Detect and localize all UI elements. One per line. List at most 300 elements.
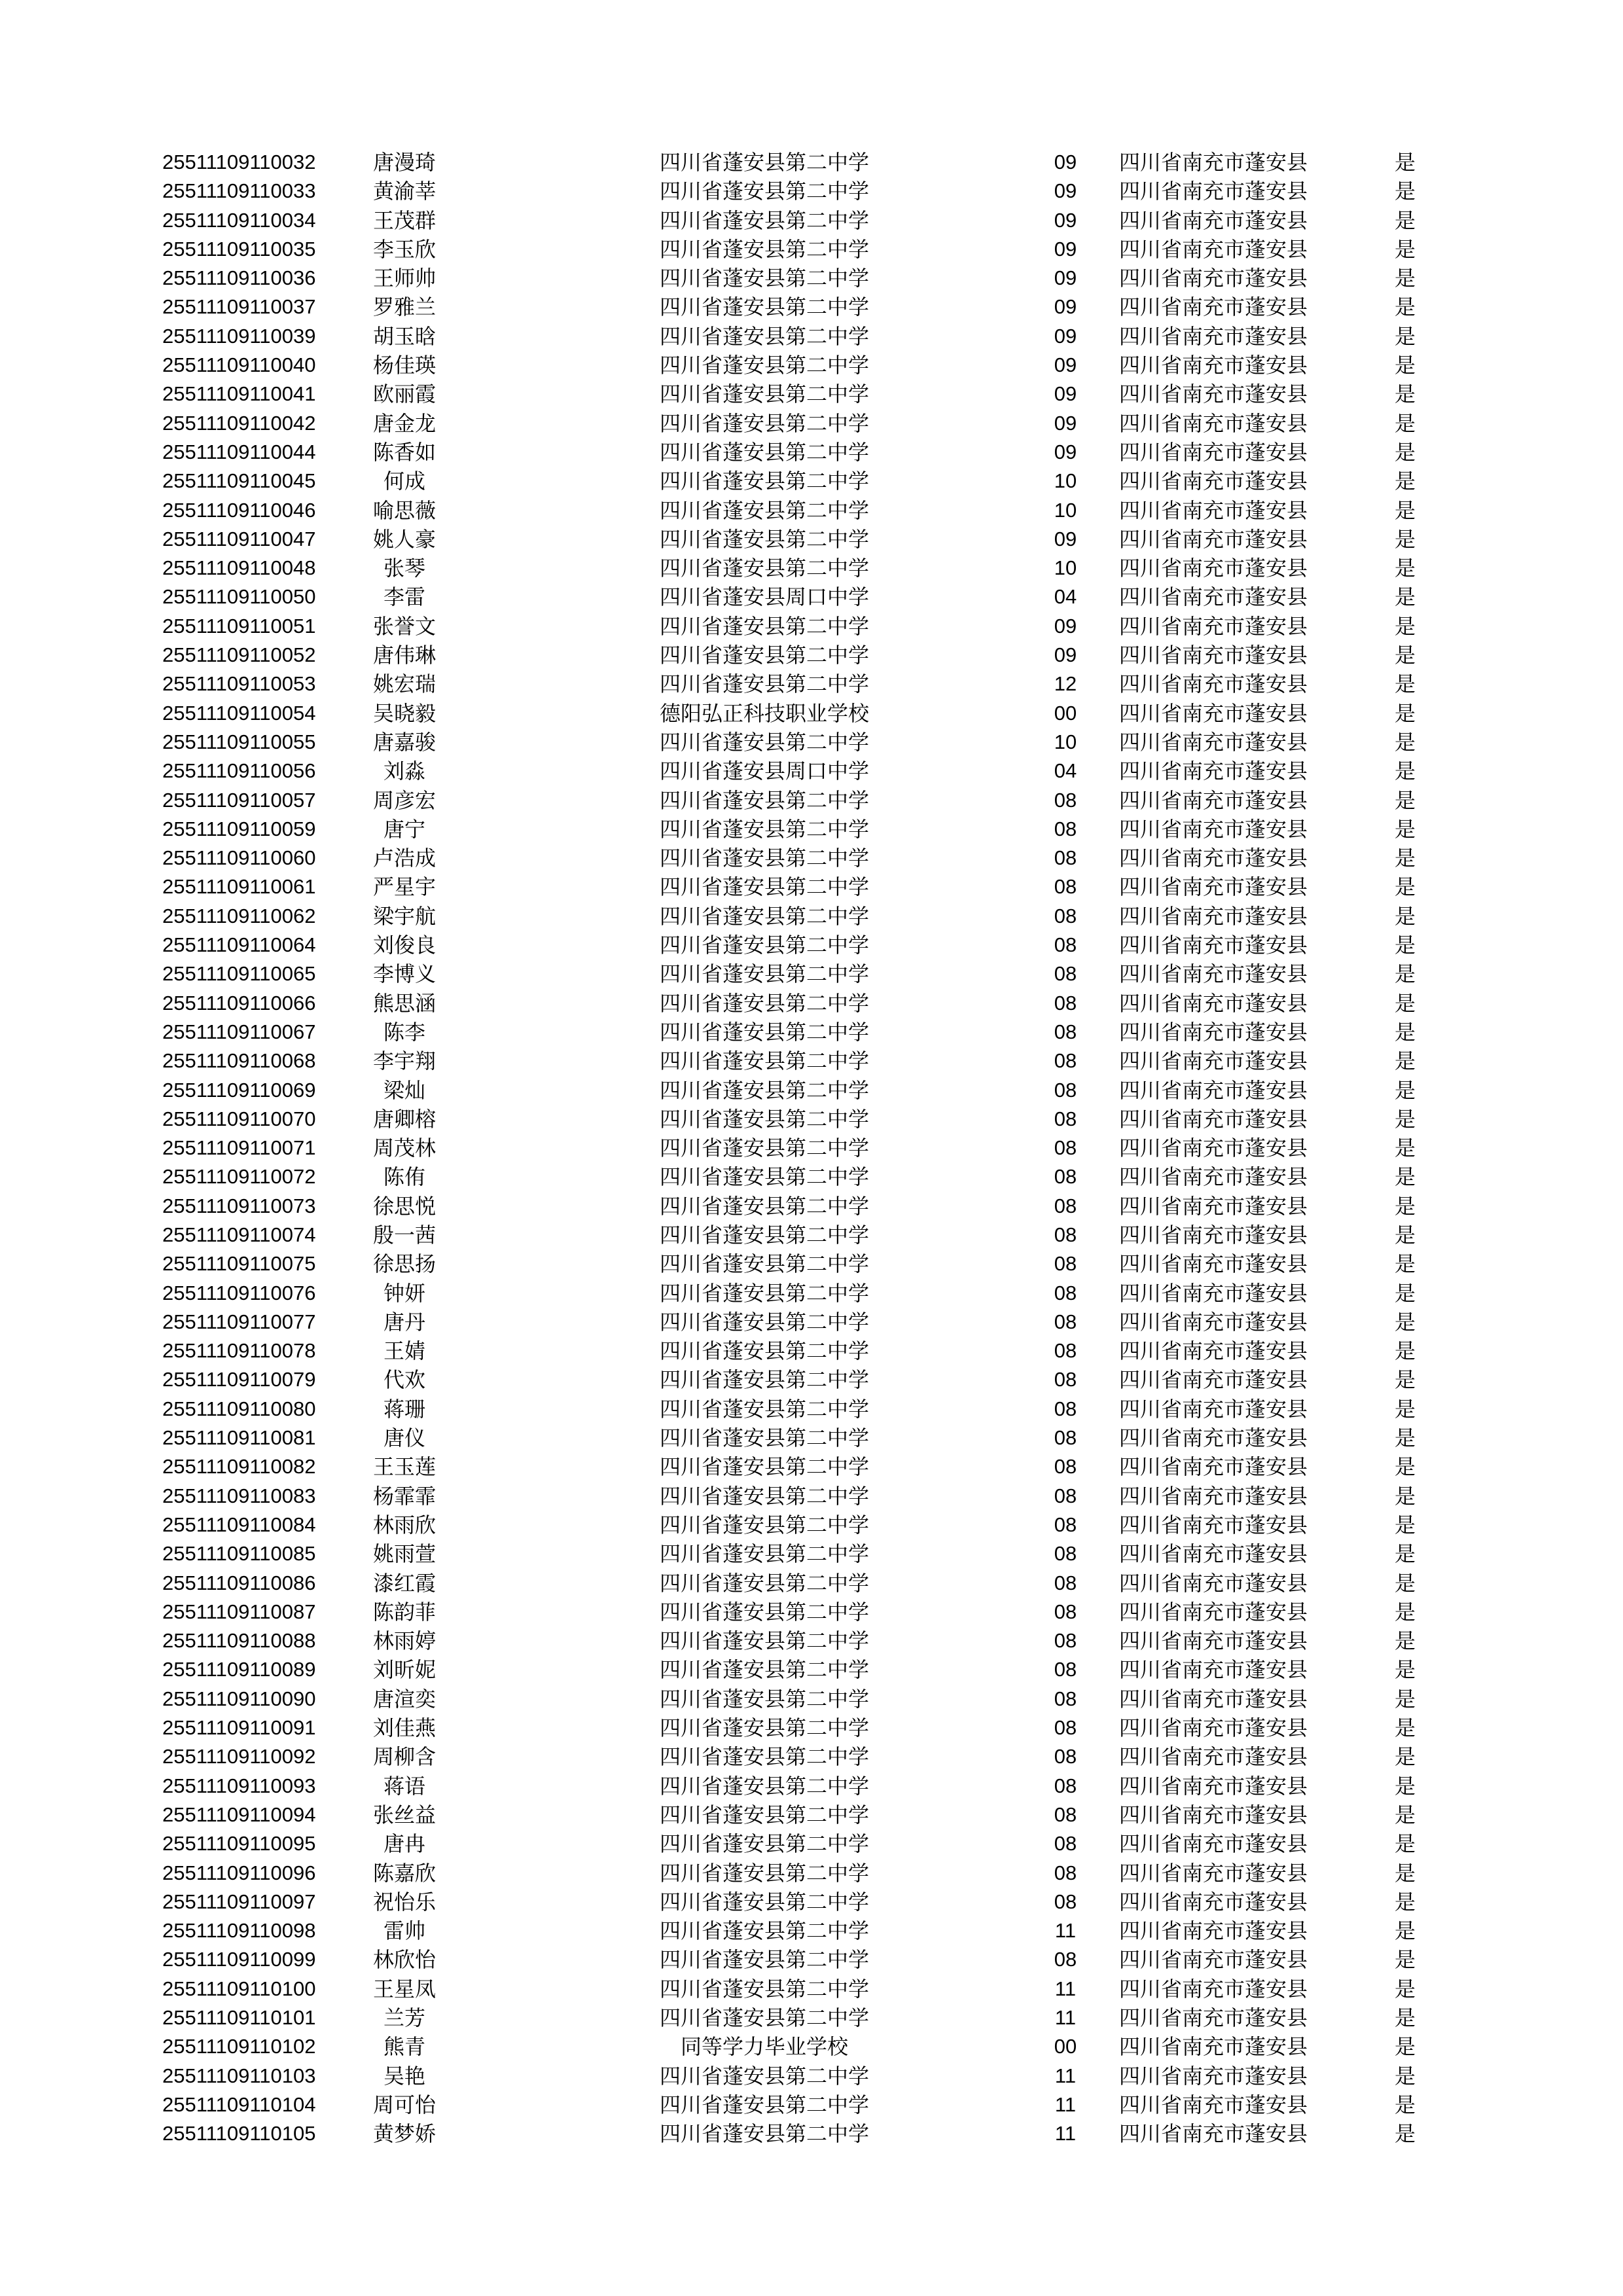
table-row bbox=[162, 1975, 1432, 2003]
region: 四川省南充市蓬安县 bbox=[1119, 1860, 1308, 1886]
eligibility-flag: 是 bbox=[1395, 1483, 1416, 1509]
class-code: 08 bbox=[1054, 1281, 1077, 1304]
region: 四川省南充市蓬安县 bbox=[1119, 1426, 1308, 1451]
table-row bbox=[162, 1018, 1432, 1047]
table-row bbox=[162, 1655, 1432, 1684]
candidate-id: 25511109110075 bbox=[162, 1252, 316, 1276]
region: 四川省南充市蓬安县 bbox=[1119, 1338, 1308, 1364]
eligibility-flag: 是 bbox=[1395, 382, 1416, 407]
region: 四川省南充市蓬安县 bbox=[1119, 613, 1308, 639]
region: 四川省南充市蓬安县 bbox=[1119, 1367, 1308, 1393]
table-row bbox=[162, 1598, 1432, 1626]
eligibility-flag: 是 bbox=[1395, 1744, 1416, 1770]
region: 四川省南充市蓬安县 bbox=[1119, 874, 1308, 900]
school-name: 四川省蓬安县第二中学 bbox=[659, 1483, 869, 1509]
school-name: 四川省蓬安县第二中学 bbox=[659, 207, 869, 233]
school-name: 四川省蓬安县第二中学 bbox=[659, 846, 869, 871]
region: 四川省南充市蓬安县 bbox=[1119, 526, 1308, 552]
candidate-id: 25511109110102 bbox=[162, 2035, 316, 2058]
class-code: 08 bbox=[1054, 1368, 1077, 1391]
student-name: 王婧 bbox=[383, 1338, 425, 1364]
student-name: 林欣怡 bbox=[372, 1947, 436, 1973]
class-code: 09 bbox=[1054, 527, 1077, 550]
candidate-id: 25511109110054 bbox=[162, 701, 316, 725]
table-row bbox=[162, 1249, 1432, 1278]
region: 四川省南充市蓬安县 bbox=[1119, 1686, 1308, 1712]
region: 四川省南充市蓬安县 bbox=[1119, 1628, 1308, 1654]
class-code: 08 bbox=[1054, 933, 1077, 957]
table-row bbox=[162, 641, 1432, 670]
eligibility-flag: 是 bbox=[1395, 266, 1416, 291]
school-name: 四川省蓬安县第二中学 bbox=[659, 1280, 869, 1306]
candidate-id: 25511109110101 bbox=[162, 2006, 316, 2029]
region: 四川省南充市蓬安县 bbox=[1119, 846, 1308, 871]
table-row bbox=[162, 438, 1432, 467]
table-row bbox=[162, 757, 1432, 785]
candidate-id: 25511109110097 bbox=[162, 1890, 316, 1913]
class-code: 09 bbox=[1054, 353, 1077, 377]
class-code: 11 bbox=[1054, 2092, 1077, 2116]
student-name: 卢浩成 bbox=[372, 846, 436, 871]
region: 四川省南充市蓬安县 bbox=[1119, 1280, 1308, 1306]
student-name: 周可怡 bbox=[372, 2092, 436, 2117]
student-name: 刘淼 bbox=[383, 759, 425, 784]
eligibility-flag: 是 bbox=[1395, 1628, 1416, 1654]
table-row bbox=[162, 380, 1432, 408]
student-name: 熊青 bbox=[383, 2034, 425, 2060]
region: 四川省南充市蓬安县 bbox=[1119, 323, 1308, 349]
region: 四川省南充市蓬安县 bbox=[1119, 150, 1308, 175]
class-code: 08 bbox=[1054, 1658, 1077, 1681]
class-code: 10 bbox=[1054, 498, 1077, 522]
school-name: 四川省蓬安县第二中学 bbox=[659, 1802, 869, 1827]
table-row bbox=[162, 902, 1432, 931]
region: 四川省南充市蓬安县 bbox=[1119, 643, 1308, 668]
student-name: 代欢 bbox=[383, 1367, 425, 1393]
candidate-id: 25511109110034 bbox=[162, 208, 316, 232]
region: 四川省南充市蓬安县 bbox=[1119, 1251, 1308, 1277]
class-code: 11 bbox=[1054, 2122, 1077, 2145]
school-name: 四川省蓬安县第二中学 bbox=[659, 295, 869, 320]
class-code: 08 bbox=[1054, 788, 1077, 812]
school-name: 四川省蓬安县第二中学 bbox=[659, 787, 869, 813]
candidate-id: 25511109110057 bbox=[162, 788, 316, 812]
class-code: 00 bbox=[1054, 2035, 1077, 2058]
region: 四川省南充市蓬安县 bbox=[1119, 1309, 1308, 1335]
class-code: 09 bbox=[1054, 179, 1077, 203]
eligibility-flag: 是 bbox=[1395, 1512, 1416, 1537]
table-row bbox=[162, 1279, 1432, 1308]
class-code: 08 bbox=[1054, 1542, 1077, 1566]
school-name: 四川省蓬安县第二中学 bbox=[659, 990, 869, 1016]
candidate-id: 25511109110078 bbox=[162, 1339, 316, 1363]
class-code: 09 bbox=[1054, 295, 1077, 319]
candidate-id: 25511109110091 bbox=[162, 1716, 316, 1740]
school-name: 四川省蓬安县周口中学 bbox=[659, 584, 869, 610]
candidate-id: 25511109110081 bbox=[162, 1426, 316, 1450]
candidate-id: 25511109110060 bbox=[162, 846, 316, 870]
student-name: 王师帅 bbox=[372, 266, 436, 291]
student-name: 周彦宏 bbox=[372, 787, 436, 813]
candidate-id: 25511109110100 bbox=[162, 1977, 316, 2000]
eligibility-flag: 是 bbox=[1395, 1831, 1416, 1857]
candidate-id: 25511109110092 bbox=[162, 1745, 316, 1768]
region: 四川省南充市蓬安县 bbox=[1119, 816, 1308, 842]
eligibility-flag: 是 bbox=[1395, 613, 1416, 639]
student-name: 王茂群 bbox=[372, 207, 436, 233]
school-name: 四川省蓬安县第二中学 bbox=[659, 1367, 869, 1393]
eligibility-flag: 是 bbox=[1395, 1541, 1416, 1567]
region: 四川省南充市蓬安县 bbox=[1119, 903, 1308, 929]
candidate-id: 25511109110051 bbox=[162, 614, 316, 637]
candidate-id: 25511109110056 bbox=[162, 759, 316, 783]
class-code: 08 bbox=[1054, 875, 1077, 899]
eligibility-flag: 是 bbox=[1395, 1164, 1416, 1190]
region: 四川省南充市蓬安县 bbox=[1119, 1396, 1308, 1422]
table-row bbox=[162, 1685, 1432, 1713]
candidate-id: 25511109110044 bbox=[162, 440, 316, 463]
region: 四川省南充市蓬安县 bbox=[1119, 961, 1308, 987]
class-code: 08 bbox=[1054, 1078, 1077, 1102]
eligibility-flag: 是 bbox=[1395, 816, 1416, 842]
region: 四川省南充市蓬安县 bbox=[1119, 759, 1308, 784]
table-row bbox=[162, 670, 1432, 698]
class-code: 08 bbox=[1054, 1571, 1077, 1594]
school-name: 四川省蓬安县第二中学 bbox=[659, 1715, 869, 1741]
class-code: 09 bbox=[1054, 643, 1077, 667]
candidate-id: 25511109110094 bbox=[162, 1803, 316, 1826]
student-name: 徐思悦 bbox=[372, 1193, 436, 1219]
student-name: 张丝益 bbox=[372, 1802, 436, 1827]
table-row bbox=[162, 699, 1432, 728]
student-name: 陈李 bbox=[383, 1019, 425, 1045]
school-name: 四川省蓬安县第二中学 bbox=[659, 1019, 869, 1045]
table-row bbox=[162, 1076, 1432, 1105]
table-row bbox=[162, 1742, 1432, 1771]
eligibility-flag: 是 bbox=[1395, 526, 1416, 552]
eligibility-flag: 是 bbox=[1395, 933, 1416, 958]
school-name: 四川省蓬安县第二中学 bbox=[659, 933, 869, 958]
table-row bbox=[162, 1192, 1432, 1221]
table-row bbox=[162, 2090, 1432, 2119]
school-name: 四川省蓬安县第二中学 bbox=[659, 1860, 869, 1886]
region: 四川省南充市蓬安县 bbox=[1119, 729, 1308, 755]
table-row bbox=[162, 409, 1432, 438]
region: 四川省南充市蓬安县 bbox=[1119, 236, 1308, 262]
class-code: 08 bbox=[1054, 1803, 1077, 1826]
eligibility-flag: 是 bbox=[1395, 439, 1416, 465]
eligibility-flag: 是 bbox=[1395, 556, 1416, 581]
candidate-id: 25511109110073 bbox=[162, 1194, 316, 1217]
eligibility-flag: 是 bbox=[1395, 961, 1416, 987]
region: 四川省南充市蓬安县 bbox=[1119, 1744, 1308, 1770]
candidate-id: 25511109110062 bbox=[162, 904, 316, 927]
table-row bbox=[162, 1047, 1432, 1075]
school-name: 四川省蓬安县第二中学 bbox=[659, 961, 869, 987]
eligibility-flag: 是 bbox=[1395, 1049, 1416, 1074]
student-name: 刘佳燕 bbox=[372, 1715, 436, 1741]
student-name: 唐漫琦 bbox=[372, 150, 436, 175]
region: 四川省南充市蓬安县 bbox=[1119, 1802, 1308, 1827]
school-name: 四川省蓬安县第二中学 bbox=[659, 1744, 869, 1770]
region: 四川省南充市蓬安县 bbox=[1119, 1570, 1308, 1596]
candidate-id: 25511109110085 bbox=[162, 1542, 316, 1566]
eligibility-flag: 是 bbox=[1395, 236, 1416, 262]
region: 四川省南充市蓬安县 bbox=[1119, 1715, 1308, 1741]
student-name: 梁灿 bbox=[383, 1077, 425, 1103]
student-name: 姚雨萱 bbox=[372, 1541, 436, 1567]
student-name: 唐宁 bbox=[383, 816, 425, 842]
student-name: 林雨欣 bbox=[372, 1512, 436, 1537]
class-code: 08 bbox=[1054, 1107, 1077, 1130]
student-name: 唐冉 bbox=[383, 1831, 425, 1857]
table-row bbox=[162, 293, 1432, 321]
student-name: 唐渲奕 bbox=[372, 1686, 436, 1712]
eligibility-flag: 是 bbox=[1395, 1918, 1416, 1944]
table-row bbox=[162, 872, 1432, 901]
eligibility-flag: 是 bbox=[1395, 2034, 1416, 2060]
student-name: 李博义 bbox=[372, 961, 436, 987]
school-name: 四川省蓬安县第二中学 bbox=[659, 1773, 869, 1799]
table-row bbox=[162, 1482, 1432, 1511]
eligibility-flag: 是 bbox=[1395, 1715, 1416, 1741]
region: 四川省南充市蓬安县 bbox=[1119, 1483, 1308, 1509]
candidate-id: 25511109110033 bbox=[162, 179, 316, 203]
student-name: 张誉文 bbox=[372, 613, 436, 639]
school-name: 四川省蓬安县第二中学 bbox=[659, 1947, 869, 1973]
region: 四川省南充市蓬安县 bbox=[1119, 556, 1308, 581]
student-name: 徐思扬 bbox=[372, 1251, 436, 1277]
student-name: 严星宇 bbox=[372, 874, 436, 900]
eligibility-flag: 是 bbox=[1395, 643, 1416, 668]
eligibility-flag: 是 bbox=[1395, 1454, 1416, 1480]
class-code: 09 bbox=[1054, 411, 1077, 435]
school-name: 四川省蓬安县第二中学 bbox=[659, 874, 869, 900]
region: 四川省南充市蓬安县 bbox=[1119, 2121, 1308, 2147]
candidate-id: 25511109110074 bbox=[162, 1223, 316, 1246]
school-name: 四川省蓬安县第二中学 bbox=[659, 1222, 869, 1247]
candidate-id: 25511109110041 bbox=[162, 382, 316, 406]
candidate-id: 25511109110069 bbox=[162, 1078, 316, 1102]
eligibility-flag: 是 bbox=[1395, 1889, 1416, 1914]
candidate-id: 25511109110096 bbox=[162, 1861, 316, 1884]
candidate-id: 25511109110093 bbox=[162, 1774, 316, 1797]
table-row bbox=[162, 1134, 1432, 1162]
class-code: 10 bbox=[1054, 556, 1077, 580]
class-code: 08 bbox=[1054, 1397, 1077, 1420]
class-code: 08 bbox=[1054, 817, 1077, 840]
student-name: 刘昕妮 bbox=[372, 1657, 436, 1683]
student-name: 吴艳 bbox=[383, 2063, 425, 2089]
region: 四川省南充市蓬安县 bbox=[1119, 1512, 1308, 1537]
candidate-id: 25511109110072 bbox=[162, 1165, 316, 1189]
table-row bbox=[162, 2062, 1432, 2090]
table-row bbox=[162, 815, 1432, 844]
table-row bbox=[162, 351, 1432, 380]
class-code: 08 bbox=[1054, 1832, 1077, 1856]
student-name: 李玉欣 bbox=[372, 236, 436, 262]
candidate-id: 25511109110083 bbox=[162, 1484, 316, 1507]
table-row bbox=[162, 1221, 1432, 1249]
student-name: 姚人豪 bbox=[372, 526, 436, 552]
candidate-id: 25511109110088 bbox=[162, 1629, 316, 1653]
eligibility-flag: 是 bbox=[1395, 207, 1416, 233]
eligibility-flag: 是 bbox=[1395, 903, 1416, 929]
school-name: 四川省蓬安县第二中学 bbox=[659, 1106, 869, 1132]
region: 四川省南充市蓬安县 bbox=[1119, 1106, 1308, 1132]
eligibility-flag: 是 bbox=[1395, 150, 1416, 175]
eligibility-flag: 是 bbox=[1395, 846, 1416, 871]
class-code: 09 bbox=[1054, 440, 1077, 463]
school-name: 四川省蓬安县第二中学 bbox=[659, 1976, 869, 2001]
candidate-id: 25511109110042 bbox=[162, 411, 316, 435]
eligibility-flag: 是 bbox=[1395, 1077, 1416, 1103]
region: 四川省南充市蓬安县 bbox=[1119, 1947, 1308, 1973]
table-row bbox=[162, 583, 1432, 611]
student-name: 黄渝莘 bbox=[372, 179, 436, 204]
school-name: 四川省蓬安县第二中学 bbox=[659, 1426, 869, 1451]
table-row bbox=[162, 554, 1432, 583]
class-code: 11 bbox=[1054, 1977, 1077, 2000]
candidate-id: 25511109110039 bbox=[162, 324, 316, 348]
school-name: 四川省蓬安县第二中学 bbox=[659, 497, 869, 523]
eligibility-flag: 是 bbox=[1395, 1860, 1416, 1886]
table-row bbox=[162, 1105, 1432, 1134]
student-name: 杨霏霏 bbox=[372, 1483, 436, 1509]
region: 四川省南充市蓬安县 bbox=[1119, 1889, 1308, 1914]
candidate-id: 25511109110047 bbox=[162, 527, 316, 550]
table-row bbox=[162, 2032, 1432, 2061]
eligibility-flag: 是 bbox=[1395, 2121, 1416, 2147]
class-code: 09 bbox=[1054, 266, 1077, 290]
eligibility-flag: 是 bbox=[1395, 353, 1416, 378]
eligibility-flag: 是 bbox=[1395, 1773, 1416, 1799]
table-row bbox=[162, 1539, 1432, 1568]
table-row bbox=[162, 1772, 1432, 1801]
region: 四川省南充市蓬安县 bbox=[1119, 2005, 1308, 2030]
class-code: 08 bbox=[1054, 1629, 1077, 1653]
class-code: 08 bbox=[1054, 1136, 1077, 1160]
region: 四川省南充市蓬安县 bbox=[1119, 1193, 1308, 1219]
region: 四川省南充市蓬安县 bbox=[1119, 469, 1308, 494]
school-name: 四川省蓬安县第二中学 bbox=[659, 1599, 869, 1624]
student-name: 祝怡乐 bbox=[372, 1889, 436, 1914]
candidate-id: 25511109110084 bbox=[162, 1513, 316, 1536]
class-code: 08 bbox=[1054, 1600, 1077, 1623]
school-name: 四川省蓬安县第二中学 bbox=[659, 266, 869, 291]
eligibility-flag: 是 bbox=[1395, 672, 1416, 697]
table-row bbox=[162, 1162, 1432, 1191]
region: 四川省南充市蓬安县 bbox=[1119, 295, 1308, 320]
eligibility-flag: 是 bbox=[1395, 323, 1416, 349]
candidate-id: 25511109110052 bbox=[162, 643, 316, 667]
school-name: 四川省蓬安县第二中学 bbox=[659, 150, 869, 175]
table-row bbox=[162, 960, 1432, 988]
table-row bbox=[162, 1829, 1432, 1858]
school-name: 四川省蓬安县第二中学 bbox=[659, 526, 869, 552]
school-name: 四川省蓬安县第二中学 bbox=[659, 1396, 869, 1422]
eligibility-flag: 是 bbox=[1395, 759, 1416, 784]
class-code: 08 bbox=[1054, 1194, 1077, 1217]
table-row bbox=[162, 467, 1432, 495]
table-row bbox=[162, 1916, 1432, 1945]
student-name: 周柳含 bbox=[372, 1744, 436, 1770]
class-code: 08 bbox=[1054, 1861, 1077, 1884]
school-name: 四川省蓬安县第二中学 bbox=[659, 410, 869, 436]
candidate-id: 25511109110098 bbox=[162, 1919, 316, 1943]
candidate-id: 25511109110099 bbox=[162, 1948, 316, 1971]
region: 四川省南充市蓬安县 bbox=[1119, 497, 1308, 523]
candidate-id: 25511109110103 bbox=[162, 2064, 316, 2087]
school-name: 四川省蓬安县第二中学 bbox=[659, 1570, 869, 1596]
student-name: 唐金龙 bbox=[372, 410, 436, 436]
eligibility-flag: 是 bbox=[1395, 787, 1416, 813]
candidate-id: 25511109110055 bbox=[162, 730, 316, 753]
eligibility-flag: 是 bbox=[1395, 1396, 1416, 1422]
school-name: 四川省蓬安县第二中学 bbox=[659, 323, 869, 349]
candidate-id: 25511109110086 bbox=[162, 1571, 316, 1594]
class-code: 08 bbox=[1054, 904, 1077, 927]
table-row bbox=[162, 1859, 1432, 1888]
class-code: 08 bbox=[1054, 1745, 1077, 1768]
eligibility-flag: 是 bbox=[1395, 2063, 1416, 2089]
class-code: 04 bbox=[1054, 585, 1077, 609]
school-name: 四川省蓬安县第二中学 bbox=[659, 643, 869, 668]
student-name: 兰芳 bbox=[383, 2005, 425, 2030]
candidate-id: 25511109110089 bbox=[162, 1658, 316, 1681]
eligibility-flag: 是 bbox=[1395, 1802, 1416, 1827]
eligibility-flag: 是 bbox=[1395, 1570, 1416, 1596]
table-row bbox=[162, 1365, 1432, 1394]
class-code: 08 bbox=[1054, 846, 1077, 870]
eligibility-flag: 是 bbox=[1395, 1193, 1416, 1219]
region: 四川省南充市蓬安县 bbox=[1119, 1599, 1308, 1624]
region: 四川省南充市蓬安县 bbox=[1119, 439, 1308, 465]
region: 四川省南充市蓬安县 bbox=[1119, 700, 1308, 726]
school-name: 四川省蓬安县第二中学 bbox=[659, 903, 869, 929]
school-name: 四川省蓬安县第二中学 bbox=[659, 1541, 869, 1567]
class-code: 08 bbox=[1054, 962, 1077, 986]
school-name: 四川省蓬安县第二中学 bbox=[659, 2005, 869, 2030]
table-row bbox=[162, 989, 1432, 1018]
class-code: 08 bbox=[1054, 1223, 1077, 1246]
class-code: 12 bbox=[1054, 672, 1077, 696]
region: 四川省南充市蓬安县 bbox=[1119, 2092, 1308, 2117]
table-row bbox=[162, 931, 1432, 960]
eligibility-flag: 是 bbox=[1395, 2005, 1416, 2030]
region: 四川省南充市蓬安县 bbox=[1119, 1164, 1308, 1190]
student-name: 刘俊良 bbox=[372, 933, 436, 958]
region: 四川省南充市蓬安县 bbox=[1119, 2034, 1308, 2060]
candidate-id: 25511109110040 bbox=[162, 353, 316, 377]
eligibility-flag: 是 bbox=[1395, 729, 1416, 755]
table-row bbox=[162, 2003, 1432, 2032]
school-name: 四川省蓬安县第二中学 bbox=[659, 439, 869, 465]
school-name: 四川省蓬安县第二中学 bbox=[659, 1889, 869, 1914]
school-name: 四川省蓬安县周口中学 bbox=[659, 759, 869, 784]
school-name: 德阳弘正科技职业学校 bbox=[659, 700, 869, 726]
school-name: 四川省蓬安县第二中学 bbox=[659, 1309, 869, 1335]
eligibility-flag: 是 bbox=[1395, 1686, 1416, 1712]
table-row bbox=[162, 1395, 1432, 1424]
student-name: 胡玉晗 bbox=[372, 323, 436, 349]
student-name: 漆红霞 bbox=[372, 1570, 436, 1596]
table-row bbox=[162, 1888, 1432, 1916]
class-code: 08 bbox=[1054, 1252, 1077, 1276]
eligibility-flag: 是 bbox=[1395, 1136, 1416, 1161]
candidate-id: 25511109110066 bbox=[162, 991, 316, 1014]
candidate-id: 25511109110087 bbox=[162, 1600, 316, 1623]
